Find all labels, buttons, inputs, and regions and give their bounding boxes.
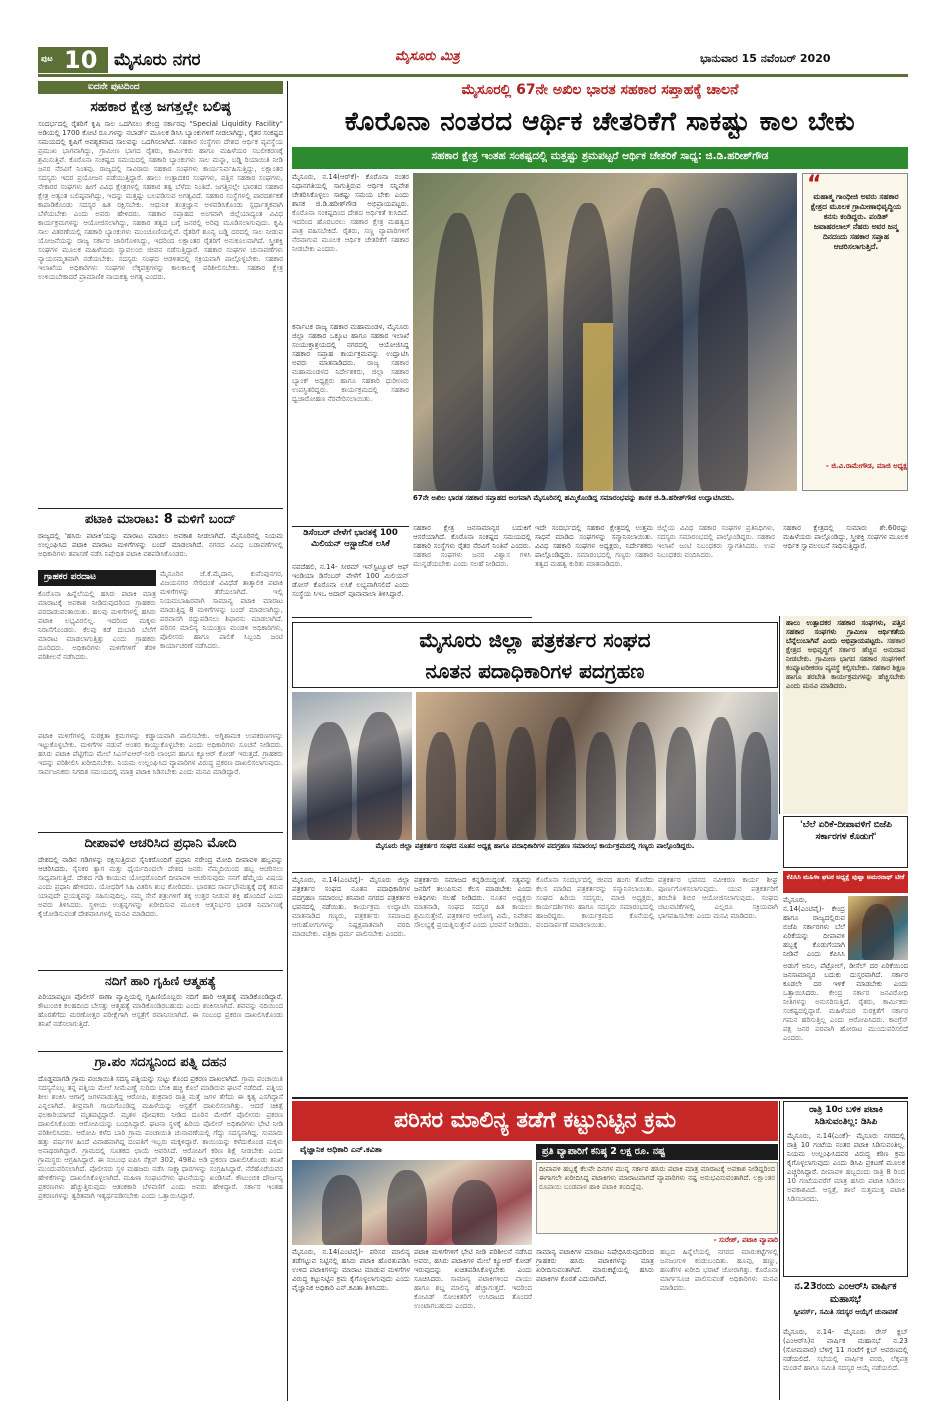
lead-photo xyxy=(413,173,797,491)
right-mid-body2: ಹಾಲು ಉತ್ಪಾದಕರ ಸಹಕಾರ ಸಂಘಗಳು, ಪತ್ತಿನ ಸಹಕಾರ ಸಂಘಗಳು ಗ್ರಾಮೀಣ ಆರ್ಥಿಕತೆಯ ಬೆನ್ನೆಲುಬಾಗಿವೆ ಎಂದು ಅಭಿಪ್ರಾಯಪಟ್ಟರು. ಸಹಕಾರ ಕ್ಷೇತ್ರದ ಅಭಿವೃದ್ಧಿಗೆ ಸರ್ಕಾರ ಹೆಚ್ಚಿನ ಅನುದಾನ ನೀಡಬೇಕು. ಗ್ರಾಮೀಣ ಭಾಗದ ಸಹಕಾರ ಸಂಘಗಳಿಗೆ ಕಂಪ್ಯೂಟರೀಕರಣ ವ್ಯವಸ್ಥೆ ಕಲ್ಪಿಸಬೇಕು. ಸಹಕಾರ ಶಿಕ್ಷಣ ಹಾಗೂ ತರಬೇತಿ ಕಾರ್ಯಕ್ರಮಗಳನ್ನು ಹೆಚ್ಚಿಸಬೇಕು ಎಂದು ಮನವಿ ಮಾಡಿದರು. xyxy=(783,616,908,814)
kicker-continued: ಐದನೇ ಪುಟದಿಂದ xyxy=(38,81,283,94)
story5-body: ದೊಡ್ಡಮಾಗಡಿ ಗ್ರಾಮ ಪಂಚಾಯಿತಿ ಸದಸ್ಯ ಪತ್ನಿಯನ್ನು ಸುಟ್ಟು ಕೊಂದ ಪ್ರಕರಣ ದಾಖಲಾಗಿದೆ. ಗ್ರಾಮ ಪಂಚಾಯಿತಿ ಸದಸ್ಯನೊಬ್ಬ ತನ್ನ ಪತ್ನಿಯ ಮೇಲೆ ಸೀಮೆಎಣ್ಣೆ ಸುರಿದು ಬೆಂಕಿ ಹಚ್ಚಿ ಕೊಲೆ ಮಾಡಿರುವ ಘಟನೆ ನಡೆದಿದೆ. ಪತ್ನಿಯ ಶೀಲ ಶಂಕಿಸಿ ಆಗಾಗ್ಗೆ ಜಗಳವಾಡುತ್ತಿದ್ದ ಆರೋಪಿ, ಶುಕ್ರವಾರ ರಾತ್ರಿ ಮತ್ತೆ ಜಗಳ ತೆಗೆದು ಈ ಕೃತ್ಯ ಎಸಗಿದ್ದಾನೆ ಎನ್ನಲಾಗಿದೆ. ತೀವ್ರವಾಗಿ ಗಾಯಗೊಂಡಿದ್ದ ಮಹಿಳೆಯನ್ನು ಆಸ್ಪತ್ರೆಗೆ ದಾಖಲಿಸಲಾಗಿತ್ತು. ಆದರೆ ಚಿಕಿತ್ಸೆ ಫಲಕಾರಿಯಾಗದೆ ಮೃತಪಟ್ಟಿದ್ದಾರೆ. ಮೃತಳ ಪೋಷಕರು ನೀಡಿದ ದೂರಿನ ಮೇರೆಗೆ ಪೊಲೀಸರು ಪ್ರಕರಣ ದಾಖಲಿಸಿಕೊಂಡು ಆರೋಪಿಯನ್ನು ಬಂಧಿಸಿದ್ದಾರೆ. ಘಟನಾ ಸ್ಥಳಕ್ಕೆ ಹಿರಿಯ ಪೊಲೀಸ್ ಅಧಿಕಾರಿಗಳು ಭೇಟಿ ನೀಡಿ ಪರಿಶೀಲಿಸಿದರು. ಆರೋಪಿ ಕಳೆದ ಬಾರಿ ಗ್ರಾಮ ಪಂಚಾಯಿತಿ ಚುನಾವಣೆಯಲ್ಲಿ ಗೆದ್ದು ಸದಸ್ಯನಾಗಿದ್ದ. ಸುಮಾರು ಹತ್ತು ವರ್ಷಗಳ ಹಿಂದೆ ವಿವಾಹವಾಗಿದ್ದ ದಂಪತಿಗೆ ಇಬ್ಬರು ಮಕ್ಕಳಿದ್ದಾರೆ. ತಾಯಿಯನ್ನು ಕಳೆದುಕೊಂಡ ಮಕ್ಕಳು ಅನಾಥರಾಗಿದ್ದಾರೆ. ಗ್ರಾಮದಲ್ಲಿ ಸೂತಕದ ಛಾಯೆ ಆವರಿಸಿದೆ. ಆರೋಪಿಗೆ ಕಠಿಣ ಶಿಕ್ಷೆ ನೀಡಬೇಕು ಎಂದು ಗ್ರಾಮಸ್ಥರು ಆಗ್ರಹಿಸಿದ್ದಾರೆ. ಈ ಸಂಬಂಧ ಐಪಿಸಿ ಸೆಕ್ಷನ್ 302, 498ಎ ಅಡಿ ಪ್ರಕರಣ ದಾಖಲಿಸಿಕೊಂಡು ತನಿಖೆ ಮುಂದುವರಿಸಲಾಗಿದೆ. ಪೊಲೀಸರು ಸ್ಥಳ ಮಹಜರು ನಡೆಸಿ ಸಾಕ್ಷ್ಯಾಧಾರಗಳನ್ನು ಸಂಗ್ರಹಿಸಿದ್ದಾರೆ. ನೆರೆಹೊರೆಯವರ ಹೇಳಿಕೆಗಳನ್ನು ದಾಖಲಿಸಿಕೊಳ್ಳಲಾಗಿದೆ. ಮಹಿಳಾ ಸಂಘಟನೆಗಳು ಘಟನೆಯನ್ನು ಖಂಡಿಸಿವೆ. ಕೌಟುಂಬಿಕ ದೌರ್ಜನ್ಯ ಪ್ರಕರಣಗಳು ಹೆಚ್ಚುತ್ತಿರುವುದು ಆತಂಕಕಾರಿ ಬೆಳವಣಿಗೆ ಎಂದು ಅವರು ಹೇಳಿದ್ದಾರೆ. ಸರ್ಕಾರ ಇಂತಹ ಪ್ರಕರಣಗಳನ್ನು ತ್ವರಿತವಾಗಿ ಇತ್ಯರ್ಥಪಡಿಸಬೇಕು ಎಂದು ಒತ್ತಾಯಿಸಿದ್ದಾರೆ. xyxy=(38,1075,283,1200)
story3-lead: ದೇಶದಲ್ಲಿ ನಾಡಿನ ಗಡಿಗಳನ್ನು ರಕ್ಷಿಸುತ್ತಿರುವ ಸೈನಿಕರೊಂದಿಗೆ ಪ್ರಧಾನಿ ನರೇಂದ್ರ ಮೋದಿ ದೀಪಾವಳಿ ಹಬ್ಬವನ್ನು ಆಚರಿಸಿದರು. xyxy=(38,856,283,873)
photo-person xyxy=(506,727,536,840)
env-photo xyxy=(292,1160,532,1245)
loss-title: ಪ್ರತಿ ವ್ಯಾಪಾರಿಗೆ ಕನಿಷ್ಠ 2 ಲಕ್ಷ ರೂ. ನಷ್ಟ xyxy=(542,1146,666,1157)
price-story xyxy=(783,816,908,1096)
env-label-box xyxy=(292,1144,532,1158)
lead-body-col1b: ಕರ್ನಾಟಕ ರಾಜ್ಯ ಸಹಕಾರ ಮಹಾಮಂಡಳ, ಮೈಸೂರು ಜಿಲ್ಲಾ ಸಹಕಾರ ಒಕ್ಕೂಟ ಹಾಗೂ ಸಹಕಾರ ಇಲಾಖೆ ಸಂಯುಕ್ತಾಶ್ರಯದಲ್ಲಿ ನಗರದಲ್ಲಿ ಆಯೋಜಿಸಿದ್ದ ಸಹಕಾರ ಸಪ್ತಾಹ ಕಾರ್ಯಕ್ರಮವನ್ನು ಉದ್ಘಾಟಿಸಿ ಅವರು ಮಾತನಾಡಿದರು. ರಾಜ್ಯ ಸಹಕಾರ ಮಹಾಮಂಡಳದ ನಿರ್ದೇಶಕರು, ಜಿಲ್ಲಾ ಸಹಕಾರ ಬ್ಯಾಂಕ್ ಅಧ್ಯಕ್ಷರು ಹಾಗೂ ಸಹಕಾರಿ ಧುರೀಣರು ಉಪಸ್ಥಿತರಿದ್ದರು. ಕಾರ್ಯಕ್ರಮದಲ್ಲಿ ಸಹಕಾರ ಧ್ವಜಾರೋಹಣ ನೆರವೇರಿಸಲಾಯಿತು. xyxy=(292,323,409,403)
lead-photo-caption: 67ನೇ ಅಖಿಲ ಭಾರತ ಸಹಕಾರ ಸಪ್ತಾಹದ ಅಂಗವಾಗಿ ಮೈಸೂರಿನಲ್ಲಿ ಹಮ್ಮಿಕೊಂಡಿದ್ದ ಸಮಾರಂಭವನ್ನು ಶಾಸಕ ಜಿ.ಡಿ.ಹರೀಶ್‌ಗೌಡ ಉದ್ಘಾಟಿಸಿದರು. xyxy=(413,494,735,502)
night-body-wrap: ಮೈಸೂರು, ನ.14(ಎಂಕೆ)- ಮೈಸೂರು ನಗರದಲ್ಲಿ ರಾತ್ರಿ 10 ಗಂಟೆಯ ನಂತರ ಪಟಾಕಿ ಸಿಡಿಸುವಂತಿಲ್ಲ. ನಿಯಮ ಉಲ್ಲಂಘಿಸಿದವರ ವಿರುದ್ಧ ಕಠಿಣ ಕ್ರಮ ಕೈಗೊಳ್ಳಲಾಗುವುದು ಎಂದು ಡಿಸಿಪಿ ಪ್ರಕಟಣೆ ಮೂಲಕ ಎಚ್ಚರಿಸಿದ್ದಾರೆ. ದೀಪಾವಳಿ ಹಬ್ಬದಂದು ರಾತ್ರಿ 8 ರಿಂದ 10 ಗಂಟೆಯವರೆಗೆ ಮಾತ್ರ ಹಸಿರು ಪಟಾಕಿ ಸಿಡಿಸಲು ಅವಕಾಶವಿದೆ. ಆಸ್ಪತ್ರೆ, ಶಾಲೆ ಸುತ್ತಮುತ್ತ ಪಟಾಕಿ ಸಿಡಿಸಬಾರದು. xyxy=(787,1132,905,1203)
story1-title: ಸಹಕಾರ ಕ್ಷೇತ್ರ ಜಗತ್ತಲ್ಲೇ ಬಲಿಷ್ಠ xyxy=(90,99,231,115)
night-box xyxy=(783,1101,908,1277)
loss-body: ದೀಪಾವಳಿ ಹಬ್ಬಕ್ಕೆ ಕೆಲವೇ ದಿನಗಳ ಮುನ್ನ ಸರ್ಕಾರ ಹಸಿರು ಪಟಾಕಿ ಮಾತ್ರ ಮಾರಾಟಕ್ಕೆ ಅವಕಾಶ ನೀಡಿದ್ದರಿಂದ ಈಗಾಗಲೇ ಖರೀದಿಸಿದ್ದ ಪಟಾಕಿಗಳು ಮಾರಾಟವಾಗದೆ ವ್ಯಾಪಾರಿಗಳು ನಷ್ಟ ಅನುಭವಿಸುವಂತಾಗಿದೆ. xyxy=(539,1165,775,1182)
photo-person xyxy=(586,732,616,840)
page-label: ಪುಟ xyxy=(41,54,53,63)
story3-body: ದೇಶದಲ್ಲಿ ನಾಡಿನ ಗಡಿಗಳನ್ನು ರಕ್ಷಿಸುತ್ತಿರುವ ಸೈನಿಕರೊಂದಿಗೆ ಪ್ರಧಾನಿ ನರೇಂದ್ರ ಮೋದಿ ದೀಪಾವಳಿ ಹಬ್ಬವನ್ನು ಆಚರಿಸಿದರು. ಸೈನಿಕರ ತ್ಯಾಗ ಮತ್ತು ಧೈರ್ಯದಿಂದಲೇ ದೇಶದ ಜನರು ನೆಮ್ಮದಿಯಿಂದ ಹಬ್ಬ ಆಚರಿಸಲು ಸಾಧ್ಯವಾಗುತ್ತಿದೆ. ದೇಶದ ಗಡಿ ಕಾಯುವ ಯೋಧರೊಂದಿಗೆ ದೀಪಾವಳಿ ಆಚರಿಸುವುದು ನನಗೆ ಹೆಮ್ಮೆಯ ವಿಷಯ ಎಂದು ಪ್ರಧಾನಿ ಹೇಳಿದರು. ಯೋಧರಿಗೆ ಸಿಹಿ ವಿತರಿಸಿ ಶುಭ ಕೋರಿದರು. ಭಾರತದ ಸಾರ್ವಭೌಮತ್ವಕ್ಕೆ ಧಕ್ಕೆ ತರುವ ಯಾವುದೇ ಪ್ರಯತ್ನವನ್ನು ಸಹಿಸುವುದಿಲ್ಲ. ನಮ್ಮ ಸೇನೆ ಶತ್ರುಗಳಿಗೆ ತಕ್ಕ ಉತ್ತರ ನೀಡುವ ಶಕ್ತಿ ಹೊಂದಿದೆ ಎಂದು ಅವರು ತಿಳಿಸಿದರು. ಸ್ಥಳೀಯ ಉತ್ಪನ್ನಗಳನ್ನು ಖರೀದಿಸುವ ಮೂಲಕ ಆತ್ಮನಿರ್ಭರ ಭಾರತ ನಿರ್ಮಾಣಕ್ಕೆ ಕೈಜೋಡಿಸುವಂತೆ ದೇಶವಾಸಿಗಳಲ್ಲಿ ಮನವಿ ಮಾಡಿದರು. xyxy=(38,856,283,918)
photo-person xyxy=(493,193,548,491)
photo-person xyxy=(387,1170,427,1245)
photo-person xyxy=(666,727,696,840)
night-title: ರಾತ್ರಿ 10ರ ಬಳಿಕ ಪಟಾಕಿ ಸಿಡಿಸುವಂತಿಲ್ಲ: ಡಿಸಿಪಿ xyxy=(809,1105,883,1127)
loss-below-col2: ಹಬ್ಬದ ಹಿನ್ನೆಲೆಯಲ್ಲಿ ನಗರದ ಮಾರುಕಟ್ಟೆಗಳಲ್ಲಿ ಜನಜಂಗುಳಿ ಕಂಡುಬಂದಿತು. ಹೂವು, ಹಣ್ಣು, ಹಣತೆಗಳ ಖರೀದಿ ಭರಾಟೆ ಜೋರಾಗಿತ್ತು. ಕೊರೊನಾ ಮಾರ್ಗಸೂಚಿ ಪಾಲಿಸುವಂತೆ ಅಧಿಕಾರಿಗಳು ಮನವಿ ಮಾಡಿದರು. xyxy=(660,1248,778,1292)
photo-person xyxy=(357,712,402,840)
loss-attribution: - ಸುರೇಶ್, ಪಟಾಕಿ ವ್ಯಾಪಾರಿ xyxy=(713,1236,778,1244)
vaccine-body-printed xyxy=(292,563,409,615)
press-photo-caption: ಮೈಸೂರು ಜಿಲ್ಲಾ ಪತ್ರಕರ್ತರ ಸಂಘದ ನೂತನ ಅಧ್ಯಕ್ಷ ಹಾಗೂ ಪದಾಧಿಕಾರಿಗಳ ಪದಗ್ರಹಣ ಸಮಾರಂಭ ಕಾರ್ಯಕ್ರಮದಲ್ಲಿ ಗಣ್ಯರು ಪಾಲ್ಗೊಂಡಿದ್ದರು. xyxy=(375,842,695,850)
press-headline-box xyxy=(292,622,778,688)
photo-person xyxy=(307,722,352,840)
env-body-col1 xyxy=(292,1248,410,1400)
press-photo-left xyxy=(292,692,412,840)
loss-below-col1 xyxy=(536,1248,654,1400)
agm-body-wrap: ಮೈಸೂರು, ನ.14- ಮೈಸೂರು ರೇಸ್ ಕ್ಲಬ್ (ಎಂಆರ್‌ಸಿ)ನ ವಾರ್ಷಿಕ ಮಹಾಸಭೆ ನ.23 (ಸೋಮವಾರ) ಬೆಳಿಗ್ಗೆ 11 ಗಂಟೆಗೆ ಕ್ಲಬ್ ಆವರಣದಲ್ಲಿ ನಡೆಯಲಿದೆ. ಸಭೆಯಲ್ಲಿ ವಾರ್ಷಿಕ ವರದಿ, ಲೆಕ್ಕಪತ್ರ ಮಂಡನೆ ಹಾಗೂ ಸಮಿತಿ ಸದಸ್ಯರ ಆಯ್ಕೆ ನಡೆಯಲಿದೆ. xyxy=(783,1328,908,1372)
story4-lead: ಪಿರಿಯಾಪಟ್ಟಣ ಪೊಲೀಸ್ ಠಾಣಾ ವ್ಯಾಪ್ತಿಯಲ್ಲಿ ಗೃಹಿಣಿಯೊಬ್ಬರು ನದಿಗೆ ಹಾರಿ ಆತ್ಮಹತ್ಯೆ ಮಾಡಿಕೊಂಡಿದ್ದಾರೆ. xyxy=(38,993,283,1001)
env-top-rule xyxy=(292,1097,908,1099)
masthead: ಮೈಸೂರು ಮಿತ್ರ xyxy=(395,49,460,64)
right-mid-text2: ಹಾಲು ಉತ್ಪಾದಕರ ಸಹಕಾರ ಸಂಘಗಳು, ಪತ್ತಿನ ಸಹಕಾರ ಸಂಘಗಳು ಗ್ರಾಮೀಣ ಆರ್ಥಿಕತೆಯ ಬೆನ್ನೆಲುಬಾಗಿವೆ ಎಂದು ಅಭಿಪ್ರಾಯಪಟ್ಟರು. xyxy=(786,619,905,645)
vaccine-headline-printed: ಡಿಸೆಂಬರ್ ವೇಳೆಗೆ ಭಾರತಕ್ಕೆ 100 ಮಿಲಿಯನ್ ಆಸ್ಟ್ರಾಜೆನಿಕ ಲಸಿಕೆ xyxy=(303,528,398,549)
lead-col3-text: ಸಹಕಾರ ಕ್ಷೇತ್ರ ಜನಸಾಮಾನ್ಯರ ಬದುಕಿಗೆ ಆಸರೆಯಾಗಿದೆ. ಕೊರೊನಾ ಸಂಕಷ್ಟದ ಸಮಯದಲ್ಲಿ ಸಹಕಾರಿ ಸಂಸ್ಥೆಗಳು ರೈತರ ನೆರವಿಗೆ ನಿಂತಿವೆ ಎಂದರು. xyxy=(413,524,531,550)
photo-person xyxy=(452,1180,497,1245)
story3-title: ದೀಪಾವಳಿ ಆಚರಿಸಿದ ಪ್ರಧಾನಿ ಮೋದಿ xyxy=(84,836,237,851)
lead-subhead: ಸಹಕಾರ ಕ್ಷೇತ್ರ ಇಂತಹ ಸಂಕಷ್ಟದಲ್ಲಿ ಮತ್ತಷ್ಟು ಶ್ರಮಪಟ್ಟರೆ ಆರ್ಥಿಕ ಚೇತರಿಕೆ ಸಾಧ್ಯ: ಜಿ.ಡಿ.ಹರೀಶ್‌ಗೌಡ xyxy=(431,150,769,162)
story5-title: ಗ್ರಾ.ಪಂ ಸದಸ್ಯನಿಂದ ಪತ್ನಿ ದಹನ xyxy=(94,1055,227,1070)
story2-lead: ರಾಜ್ಯದಲ್ಲಿ 'ಹಸಿರು ಪಟಾಕಿ'ಯನ್ನು ಮಾರಾಟ ಮಾಡಲು ಅವಕಾಶ ನೀಡಲಾಗಿದೆ. ಮೈಸೂರಿನಲ್ಲಿ ನಿಯಮ ಉಲ್ಲಂಘಿಸಿದ ಪಟಾಕಿ ಮಾರಾಟ ಮಳಿಗೆಗಳನ್ನು ಬಂದ್ ಮಾಡಲಾಗಿದೆ. xyxy=(38,532,283,549)
story5-lead: ದೊಡ್ಡಮಾಗಡಿ ಗ್ರಾಮ ಪಂಚಾಯಿತಿ ಸದಸ್ಯ ಪತ್ನಿಯನ್ನು ಸುಟ್ಟು ಕೊಂದ ಪ್ರಕರಣ ದಾಖಲಾಗಿದೆ. xyxy=(38,1075,240,1083)
story1-lead: ಸಂದರ್ಭದಲ್ಲಿ ರೈತರಿಗೆ ಕೃಷಿ ಸಾಲ ಒದಗಿಸಲು ಕೇಂದ್ರ ಸರ್ಕಾರವು "Special Liquidity Facility" ಅಡಿಯಲ್ಲಿ 1700 ಕೋಟಿ ರೂ.ಗಳನ್ನು ನಬಾರ್ಡ್ ಮೂಲಕ ಡಿಸಿಸಿ ಬ್ಯಾಂಕುಗಳಿಗೆ ನೀಡಲಾಗಿದ್ದು, ರೈತರ ಸಂಕಷ್ಟದ ಸಮಯದಲ್ಲಿ ಕೃಷಿಗೆ ಅವಶ್ಯಕವಾದ ಸಾಲವನ್ನು ಒದಗಿಸಲಾಗಿದೆ. xyxy=(38,120,283,146)
price-body: ಮೈಸೂರು, ನ.14(ಎಂಟಿವೈ)- ಕೇಂದ್ರ ಹಾಗೂ ರಾಜ್ಯದಲ್ಲಿರುವ ಬಿಜೆಪಿ ಸರ್ಕಾರಗಳು ಬೆಲೆ ಏರಿಕೆಯನ್ನು ದೀಪಾವಳಿ ಹಬ್ಬಕ್ಕೆ ಕೊಡುಗೆಯಾಗಿ ನೀಡಿವೆ ಎಂದು ಕೆಪಿಸಿಸಿ xyxy=(783,896,845,958)
press-photo-right xyxy=(416,692,778,840)
price-subhead: ಕೆಪಿಸಿಸಿ ಮಹಿಳಾ ಘಟಕ ಅಧ್ಯಕ್ಷೆ ಪುಷ್ಪಾ ಅಮರನಾಥ್ ಟೀಕೆ xyxy=(786,873,905,881)
lead-body: ಮೈಸೂರು, ನ.14(ಆರ್‌ಕೆ)- ಕೊರೊನಾ ನಂತರ ನಿಧಾನಗತಿಯಲ್ಲಿ ಸಾಗುತ್ತಿರುವ ಆರ್ಥಿಕ ಸನ್ನಿವೇಶ ಚೇತರಿಸಿಕೊಳ್ಳಲು ಸಾಕಷ್ಟು ಸಮಯ ಬೇಕು ಎಂದು ಶಾಸಕ ಜಿ.ಡಿ.ಹರೀಶ್‌ಗೌಡ ಅಭಿಪ್ರಾಯಪಟ್ಟರು. xyxy=(292,173,409,208)
photo-person xyxy=(628,188,683,491)
right-mid-divider xyxy=(779,616,780,814)
photo-person xyxy=(626,722,656,840)
lead-col4-text: ಇದೇ ಸಂದರ್ಭದಲ್ಲಿ ಸಹಕಾರ ಕ್ಷೇತ್ರದಲ್ಲಿ ಉತ್ತಮ ಸಾಧನೆ ಮಾಡಿದ ಸಂಘಗಳನ್ನು ಸನ್ಮಾನಿಸಲಾಯಿತು. ವಿವಿಧ ಸಹಕಾರಿ ಸಂಘಗಳ ಅಧ್ಯಕ್ಷರು, ನಿರ್ದೇಶಕರು ಪಾಲ್ಗೊಂಡಿದ್ದರು. xyxy=(535,524,653,559)
loss-box xyxy=(536,1144,778,1400)
photo-person xyxy=(706,717,736,840)
press-body-col2: ಪತ್ರಕರ್ತರು ಸಮಾಜದ ಕನ್ನಡಿಯಿದ್ದಂತೆ. ಸತ್ಯವನ್ನು ಜನರಿಗೆ ತಲುಪಿಸುವ ಕೆಲಸ ಮಾಡಬೇಕು ಎಂದು ಅತಿಥಿಗಳು ಸಲಹೆ ನೀಡಿದರು. ನೂತನ ಅಧ್ಯಕ್ಷರು ಮಾತನಾಡಿ, ಸಂಘದ ಸದಸ್ಯರ ಹಿತ ಕಾಯಲು ಶ್ರಮಿಸುತ್ತೇನೆ. ಪತ್ರಕರ್ತರ ಆರೋಗ್ಯ ವಿಮೆ, ನಿವೇಶನ ಸೌಲಭ್ಯಕ್ಕೆ ಪ್ರಯತ್ನಿಸುತ್ತೇನೆ ಎಂದು ಭರವಸೆ ನೀಡಿದರು. xyxy=(414,876,532,929)
press-body2: ಪತ್ರಕರ್ತರು ಸಮಾಜದ ಕನ್ನಡಿಯಿದ್ದಂತೆ. ಸತ್ಯವನ್ನು ಜನರಿಗೆ ತಲುಪಿಸುವ ಕೆಲಸ ಮಾಡಬೇಕು ಎಂದು ಅತಿಥಿಗಳು ಸಲಹೆ ನೀಡಿದರು. xyxy=(414,876,532,902)
right-mid-text: ಸಹಕಾರ ಕ್ಷೇತ್ರದಲ್ಲಿ ಸುಮಾರು ಶೇ.60ರಷ್ಟು ಮಹಿಳೆಯರು ಪಾಲ್ಗೊಂಡಿದ್ದು, ಸ್ತ್ರೀಶಕ್ತಿ ಸಂಘಗಳ ಮೂಲಕ ಆರ್ಥಿಕ ಸ್ವಾವಲಂಬನೆ ಸಾಧಿಸುತ್ತಿದ್ದಾರೆ. xyxy=(783,524,908,550)
lead-col5: ಜಿಲ್ಲೆಯ ವಿವಿಧ ಸಹಕಾರ ಸಂಘಗಳ ಪ್ರತಿನಿಧಿಗಳು, ಸದಸ್ಯರು ಸಮಾರಂಭದಲ್ಲಿ ಪಾಲ್ಗೊಂಡಿದ್ದರು. ಸಹಕಾರ ಇಲಾಖೆ ಜಂಟಿ ನಿಬಂಧಕರು ಸ್ವಾಗತಿಸಿದರು. ಉಪ ನಿಬಂಧಕರು ವಂದಿಸಿದರು. xyxy=(657,524,775,559)
press-body-col4: ಪತ್ರಕರ್ತರ ಭವನದ ನವೀಕರಣ ಕಾರ್ಯ ಶೀಘ್ರ ಪೂರ್ಣಗೊಳಿಸಲಾಗುವುದು. ಯುವ ಪತ್ರಕರ್ತರಿಗೆ ತರಬೇತಿ ಶಿಬಿರ ಆಯೋಜಿಸಲಾಗುವುದು. ಸಂಘದ ಚಟುವಟಿಕೆಗಳಲ್ಲಿ ಎಲ್ಲರೂ ಸಕ್ರಿಯವಾಗಿ ಭಾಗವಹಿಸಬೇಕು ಎಂದು ಮನವಿ ಮಾಡಿದರು. xyxy=(658,876,778,920)
story2-title: ಪಟಾಕಿ ಮಾರಾಟ: 8 ಮಳಿಗೆ ಬಂದ್ xyxy=(85,512,236,527)
agm-subhead: ಸ್ವೀಪರ್ಸ್, ಸಮಿತಿ ಸದಸ್ಯರ ಆಯ್ಕೆಗೆ ಚುನಾವಣೆ xyxy=(793,1308,898,1316)
left-divider-3 xyxy=(38,970,283,971)
price-body2-wrap: ಅಡುಗೆ ಅನಿಲ, ಪೆಟ್ರೋಲ್, ಡೀಸೆಲ್ ದರ ಏರಿಕೆಯಿಂದ ಜನಸಾಮಾನ್ಯರ ಬದುಕು ದುಸ್ತರವಾಗಿದೆ. ಸರ್ಕಾರ ಕೂಡಲೇ ದರ ಇಳಿಕೆ ಮಾಡಬೇಕು ಎಂದು ಒತ್ತಾಯಿಸಿದರು. ಕೇಂದ್ರ ಸರ್ಕಾರ ಜನವಿರೋಧಿ ನೀತಿಗಳನ್ನು ಅನುಸರಿಸುತ್ತಿದೆ. ರೈತರು, ಕಾರ್ಮಿಕರು ಸಂಕಷ್ಟದಲ್ಲಿದ್ದಾರೆ. ಮಹಿಳೆಯರ ಸುರಕ್ಷತೆಗೆ ಸರ್ಕಾರ ಗಮನ ಹರಿಸುತ್ತಿಲ್ಲ ಎಂದು ಆರೋಪಿಸಿದರು. ಕಾಂಗ್ರೆಸ್ ಪಕ್ಷ ಜನರ ಪರವಾಗಿ ಹೋರಾಟ ಮುಂದುವರಿಸಲಿದೆ ಎಂದರು. xyxy=(783,962,908,1042)
story4-body: ಪಿರಿಯಾಪಟ್ಟಣ ಪೊಲೀಸ್ ಠಾಣಾ ವ್ಯಾಪ್ತಿಯಲ್ಲಿ ಗೃಹಿಣಿಯೊಬ್ಬರು ನದಿಗೆ ಹಾರಿ ಆತ್ಮಹತ್ಯೆ ಮಾಡಿಕೊಂಡಿದ್ದಾರೆ. ಕೌಟುಂಬಿಕ ಕಲಹದಿಂದ ಬೇಸತ್ತು ಆತ್ಮಹತ್ಯೆ ಮಾಡಿಕೊಂಡಿರಬಹುದು ಎಂದು ಶಂಕಿಸಲಾಗಿದೆ. ಶವವನ್ನು ನದಿಯಿಂದ ಹೊರತೆಗೆದು ಮರಣೋತ್ತರ ಪರೀಕ್ಷೆಗಾಗಿ ಆಸ್ಪತ್ರೆಗೆ ರವಾನಿಸಲಾಗಿದೆ. ಈ ಸಂಬಂಧ ಪ್ರಕರಣ ದಾಖಲಿಸಿಕೊಂಡು ತನಿಖೆ ನಡೆಸಲಾಗುತ್ತಿದೆ. xyxy=(38,993,283,1028)
loss-title-bar xyxy=(536,1144,778,1160)
story1-body: ಸಂದರ್ಭದಲ್ಲಿ ರೈತರಿಗೆ ಕೃಷಿ ಸಾಲ ಒದಗಿಸಲು ಕೇಂದ್ರ ಸರ್ಕಾರವು "Special Liquidity Facility" ಅಡಿಯಲ್ಲಿ 1700 ಕೋಟಿ ರೂ.ಗಳನ್ನು ನಬಾರ್ಡ್ ಮೂಲಕ ಡಿಸಿಸಿ ಬ್ಯಾಂಕುಗಳಿಗೆ ನೀಡಲಾಗಿದ್ದು, ರೈತರ ಸಂಕಷ್ಟದ ಸಮಯದಲ್ಲಿ ಕೃಷಿಗೆ ಅವಶ್ಯಕವಾದ ಸಾಲವನ್ನು ಒದಗಿಸಲಾಗಿದೆ. ಸಹಕಾರ ಸಂಸ್ಥೆಗಳು ದೇಶದ ಆರ್ಥಿಕ ವ್ಯವಸ್ಥೆಯ ಪ್ರಮುಖ ಭಾಗವಾಗಿದ್ದು, ಗ್ರಾಮೀಣ ಭಾಗದ ರೈತರು, ಕಾರ್ಮಿಕರು ಹಾಗೂ ಮಹಿಳೆಯರ ಸಬಲೀಕರಣಕ್ಕೆ ಶ್ರಮಿಸುತ್ತಿವೆ. ಕೊರೊನಾ ಸಂಕಷ್ಟದ ಸಮಯದಲ್ಲಿ ಸಹಕಾರಿ ಬ್ಯಾಂಕುಗಳು ಸಾಲ ಮನ್ನಾ, ಬಡ್ಡಿ ರಿಯಾಯಿತಿ ನೀಡಿ ಜನರ ನೆರವಿಗೆ ನಿಂತವು. ರಾಜ್ಯದಲ್ಲಿ ಸಾವಿರಾರು ಸಹಕಾರ ಸಂಘಗಳು ಕಾರ್ಯನಿರ್ವಹಿಸುತ್ತಿದ್ದು, ಲಕ್ಷಾಂತರ ಸದಸ್ಯರು ಇದರ ಪ್ರಯೋಜನ ಪಡೆಯುತ್ತಿದ್ದಾರೆ. ಹಾಲು ಉತ್ಪಾದಕರ ಸಂಘಗಳು, ಪತ್ತಿನ ಸಹಕಾರ ಸಂಘಗಳು, ನೇಕಾರರ ಸಂಘಗಳು ಹೀಗೆ ವಿವಿಧ ಕ್ಷೇತ್ರಗಳಲ್ಲಿ ಸಹಕಾರ ತತ್ವ ಬೆಳೆದು ನಿಂತಿದೆ. ಜಗತ್ತಿನಲ್ಲೇ ಭಾರತದ ಸಹಕಾರ ಕ್ಷೇತ್ರ ಅತ್ಯಂತ ಬಲಿಷ್ಠವಾಗಿದ್ದು, ಇದನ್ನು ಮತ್ತಷ್ಟು ಬಲಪಡಿಸುವ ಅಗತ್ಯವಿದೆ. ಸಹಕಾರ ಸಂಸ್ಥೆಗಳಲ್ಲಿ ಪಾರದರ್ಶಕತೆ ಕಾಪಾಡಿಕೊಂಡು ಸದಸ್ಯರ ಹಿತ ರಕ್ಷಿಸಬೇಕು. ಆಧುನಿಕ ತಂತ್ರಜ್ಞಾನ ಅಳವಡಿಸಿಕೊಂಡು ಸ್ಪರ್ಧಾತ್ಮಕವಾಗಿ ಬೆಳೆಯಬೇಕು ಎಂದು ಅವರು ಹೇಳಿದರು. ಸಹಕಾರ ಸಪ್ತಾಹದ ಅಂಗವಾಗಿ ಜಿಲ್ಲೆಯಾದ್ಯಂತ ವಿವಿಧ ಕಾರ್ಯಕ್ರಮಗಳನ್ನು ಆಯೋಜಿಸಲಾಗಿದ್ದು, ಸಹಕಾರ ತತ್ವದ ಬಗ್ಗೆ ಜನರಲ್ಲಿ ಅರಿವು ಮೂಡಿಸಲಾಗುವುದು. ಕೃಷಿ ಸಾಲ ವಿತರಣೆಯಲ್ಲಿ ಸಹಕಾರಿ ಬ್ಯಾಂಕುಗಳು ಮುಂಚೂಣಿಯಲ್ಲಿವೆ. ರೈತರಿಗೆ ಶೂನ್ಯ ಬಡ್ಡಿ ದರದಲ್ಲಿ ಸಾಲ ನೀಡುವ ಯೋಜನೆಯನ್ನು ರಾಜ್ಯ ಸರ್ಕಾರ ಜಾರಿಗೊಳಿಸಿದ್ದು, ಇದರಿಂದ ಲಕ್ಷಾಂತರ ರೈತರಿಗೆ ಅನುಕೂಲವಾಗಿದೆ. ಸ್ತ್ರೀಶಕ್ತಿ ಸಂಘಗಳ ಮೂಲಕ ಮಹಿಳೆಯರು ಸ್ವಾವಲಂಬಿ ಜೀವನ ನಡೆಸುತ್ತಿದ್ದಾರೆ. ಸಹಕಾರ ಸಂಘಗಳ ಚುನಾವಣೆಗಳು ನ್ಯಾಯಸಮ್ಮತವಾಗಿ ನಡೆಯಬೇಕು. ಸದಸ್ಯರು ಸಂಘದ ಆಡಳಿತದಲ್ಲಿ ಸಕ್ರಿಯವಾಗಿ ಪಾಲ್ಗೊಳ್ಳಬೇಕು. ಸಹಕಾರ ಇಲಾಖೆಯ ಅಧಿಕಾರಿಗಳು ಸಂಘಗಳ ಲೆಕ್ಕಪತ್ರಗಳನ್ನು ಕಾಲಕಾಲಕ್ಕೆ ಪರಿಶೀಲಿಸಬೇಕು. ಸಹಕಾರ ಕ್ಷೇತ್ರ ಉಳಿಯಬೇಕಾದರೆ ಪ್ರಾಮಾಣಿಕ ನಾಯಕತ್ವ ಅಗತ್ಯ ಎಂದರು. xyxy=(38,120,283,281)
photo-person xyxy=(741,732,771,840)
vaccine-printed-block xyxy=(292,526,409,614)
press-headline-line1: ಮೈಸೂರು ಜಿಲ್ಲಾ ಪತ್ರಕರ್ತರ ಸಂಘದ xyxy=(419,628,651,652)
photo-person xyxy=(698,208,748,491)
photo-person xyxy=(433,213,483,491)
press-headline-line2: ನೂತನ ಪದಾಧಿಕಾರಿಗಳ ಪದಗ್ರಹಣ xyxy=(425,659,645,683)
lead-col4: ಇದೇ ಸಂದರ್ಭದಲ್ಲಿ ಸಹಕಾರ ಕ್ಷೇತ್ರದಲ್ಲಿ ಉತ್ತಮ ಸಾಧನೆ ಮಾಡಿದ ಸಂಘಗಳನ್ನು ಸನ್ಮಾನಿಸಲಾಯಿತು. ವಿವಿಧ ಸಹಕಾರಿ ಸಂಘಗಳ ಅಧ್ಯಕ್ಷರು, ನಿರ್ದೇಶಕರು ಪಾಲ್ಗೊಂಡಿದ್ದರು. ಸಮಾರಂಭದಲ್ಲಿ ಗಣ್ಯರು ಸಹಕಾರ ತತ್ವದ ಮಹತ್ವ ಕುರಿತು ಮಾತನಾಡಿದರು. xyxy=(535,524,653,568)
photo-person xyxy=(862,904,894,960)
vaccine-top-rule xyxy=(292,617,532,618)
lead-col3: ಸಹಕಾರ ಕ್ಷೇತ್ರ ಜನಸಾಮಾನ್ಯರ ಬದುಕಿಗೆ ಆಸರೆಯಾಗಿದೆ. ಕೊರೊನಾ ಸಂಕಷ್ಟದ ಸಮಯದಲ್ಲಿ ಸಹಕಾರಿ ಸಂಸ್ಥೆಗಳು ರೈತರ ನೆರವಿಗೆ ನಿಂತಿವೆ ಎಂದರು. ಸಹಕಾರ ಸಂಘಗಳು ಜನರ ವಿಶ್ವಾಸ ಗಳಿಸಿ ಮುನ್ನಡೆಯಬೇಕು ಎಂದು ಸಲಹೆ ನೀಡಿದರು. xyxy=(413,524,531,568)
story4-title: ನದಿಗೆ ಹಾರಿ ಗೃಹಿಣಿ ಆತ್ಮಹತ್ಯೆ xyxy=(105,974,216,988)
lead-kicker: ಮೈಸೂರಲ್ಲಿ 67ನೇ ಅಖಿಲ ಭಾರತ ಸಹಕಾರ ಸಪ್ತಾಹಕ್ಕೆ ಚಾಲನೆ xyxy=(461,82,739,98)
left-divider-2 xyxy=(38,832,283,833)
header-rule xyxy=(38,74,908,77)
quote-text-wrap xyxy=(807,192,905,442)
lead-body-col1: ಮೈಸೂರು, ನ.14(ಆರ್‌ಕೆ)- ಕೊರೊನಾ ನಂತರ ನಿಧಾನಗತಿಯಲ್ಲಿ ಸಾಗುತ್ತಿರುವ ಆರ್ಥಿಕ ಸನ್ನಿವೇಶ ಚೇತರಿಸಿಕೊಳ್ಳಲು ಸಾಕಷ್ಟು ಸಮಯ ಬೇಕು ಎಂದು ಶಾಸಕ ಜಿ.ಡಿ.ಹರೀಶ್‌ಗೌಡ ಅಭಿಪ್ರಾಯಪಟ್ಟರು. ಕೊರೊನಾ ಸಂಕಷ್ಟದಿಂದ ದೇಶದ ಆರ್ಥಿಕತೆ ಕುಸಿದಿದೆ. ಇದರಿಂದ ಹೊರಬರಲು ಸಹಕಾರ ಕ್ಷೇತ್ರ ಮಹತ್ವದ ಪಾತ್ರ ವಹಿಸಬೇಕಿದೆ. ರೈತರು, ಸಣ್ಣ ವ್ಯಾಪಾರಿಗಳಿಗೆ ನೆರವಾಗುವ ಮೂಲಕ ಆರ್ಥಿಕ ಚೇತರಿಕೆಗೆ ಸಹಕಾರ ನೀಡಬೇಕು ಎಂದರು. xyxy=(292,173,409,253)
agm-title: ನ.23ರಂದು ಎಂಆರ್‌ಸಿ ವಾರ್ಷಿಕ ಮಹಾಸಭೆ xyxy=(794,1281,897,1305)
env-body-col2: ಪಟಾಕಿ ಮಳಿಗೆಗಳಿಗೆ ಭೇಟಿ ನೀಡಿ ಪರಿಶೀಲನೆ ನಡೆಸಿದ ಅವರು, ಹಸಿರು ಪಟಾಕಿಗಳ ಮೇಲೆ ಕ್ಯೂಆರ್ ಕೋಡ್ ಇರುವುದನ್ನು ಖಚಿತಪಡಿಸಿಕೊಳ್ಳಬೇಕು ಎಂದು ಸೂಚಿಸಿದರು. ಸಾಮಾನ್ಯ ಪಟಾಕಿಗಳಿಂದ ವಾಯು ಹಾಗೂ ಶಬ್ದ ಮಾಲಿನ್ಯ ಹೆಚ್ಚಾಗುತ್ತದೆ. ಇದರಿಂದ ಕೋವಿಡ್ ಸೋಂಕಿತರಿಗೆ ಉಸಿರಾಟದ ತೊಂದರೆ ಉಂಟಾಗಬಹುದು ಎಂದರು. xyxy=(414,1248,532,1310)
story2-body-top: ರಾಜ್ಯದಲ್ಲಿ 'ಹಸಿರು ಪಟಾಕಿ'ಯನ್ನು ಮಾರಾಟ ಮಾಡಲು ಅವಕಾಶ ನೀಡಲಾಗಿದೆ. ಮೈಸೂರಿನಲ್ಲಿ ನಿಯಮ ಉಲ್ಲಂಘಿಸಿದ ಪಟಾಕಿ ಮಾರಾಟ ಮಳಿಗೆಗಳನ್ನು ಬಂದ್ ಮಾಡಲಾಗಿದೆ. ನಗರದ ವಿವಿಧ ಬಡಾವಣೆಗಳಲ್ಲಿ ಅಧಿಕಾರಿಗಳು ತಪಾಸಣೆ ನಡೆಸಿ ನಿಷೇಧಿತ ಪಟಾಕಿ ವಶಪಡಿಸಿಕೊಂಡರು. xyxy=(38,532,283,558)
quote-mark-icon: “ xyxy=(807,172,822,197)
lead-body2: ಕರ್ನಾಟಕ ರಾಜ್ಯ ಸಹಕಾರ ಮಹಾಮಂಡಳ, ಮೈಸೂರು ಜಿಲ್ಲಾ ಸಹಕಾರ ಒಕ್ಕೂಟ ಹಾಗೂ ಸಹಕಾರ ಇಲಾಖೆ ಸಂಯುಕ್ತಾಶ್ರಯದಲ್ಲಿ ನಗರದಲ್ಲಿ ಆಯೋಜಿಸಿದ್ದ ಸಹಕಾರ ಸಪ್ತಾಹ ಕಾರ್ಯಕ್ರಮವನ್ನು ಉದ್ಘಾಟಿಸಿ ಅವರು ಮಾತನಾಡಿದರು. xyxy=(292,323,409,367)
page-number-badge xyxy=(38,47,108,73)
env-body2: ಪಟಾಕಿ ಮಳಿಗೆಗಳಿಗೆ ಭೇಟಿ ನೀಡಿ ಪರಿಶೀಲನೆ ನಡೆಸಿದ ಅವರು, ಹಸಿರು ಪಟಾಕಿಗಳ ಮೇಲೆ ಕ್ಯೂಆರ್ ಕೋಡ್ ಇರುವುದನ್ನು ಖಚಿತಪಡಿಸಿಕೊಳ್ಳಬೇಕು ಎಂದು ಸೂಚಿಸಿದರು. xyxy=(414,1248,532,1283)
page-number: 10 xyxy=(64,46,98,74)
press-body-col3: ಕೊರೊನಾ ಸಂದರ್ಭದಲ್ಲಿ ಜೀವದ ಹಂಗು ತೊರೆದು ಕೆಲಸ ಮಾಡಿದ ಪತ್ರಕರ್ತರನ್ನು ಸನ್ಮಾನಿಸಲಾಯಿತು. ಸಂಘದ ಹಿರಿಯ ಸದಸ್ಯರು, ಮಾಜಿ ಅಧ್ಯಕ್ಷರು, ಕಾರ್ಯದರ್ಶಿಗಳು ಹಾಗೂ ಸದಸ್ಯರು ಸಮಾರಂಭದಲ್ಲಿ ಹಾಜರಿದ್ದರು. ಕಾರ್ಯಕ್ರಮದ ಕೊನೆಯಲ್ಲಿ ವಂದನಾರ್ಪಣೆ ಮಾಡಲಾಯಿತು. xyxy=(536,876,654,929)
env-headline: ಪರಿಸರ ಮಾಲಿನ್ಯ ತಡೆಗೆ ಕಟ್ಟುನಿಟ್ಟಿನ ಕ್ರಮ xyxy=(394,1108,676,1133)
quote-text: ಮಹಾತ್ಮ ಗಾಂಧೀಜಿ ಅವರು ಸಹಕಾರ ಕ್ಷೇತ್ರದ ಮೂಲಕ ಗ್ರಾಮೀಣಾಭಿವೃದ್ಧಿಯ ಕನಸು ಕಂಡಿದ್ದರು. ಪಂಡಿತ್ ಜವಾಹರಲಾಲ್ ನೆಹರು ಅವರ ಜನ್ಮ ದಿನದಂದು ಸಹಕಾರ ಸಪ್ತಾಹ ಆಚರಿಸಲಾಗುತ್ತಿದೆ. xyxy=(810,192,902,251)
price-headline-frame xyxy=(783,816,908,868)
quote-attribution: - ಜಿ.ವಿ.ರಾಮೇಗೌಡ, ಮಾಜಿ ಅಧ್ಯಕ್ಷ xyxy=(825,462,907,470)
col-separator-right xyxy=(779,1101,780,1400)
env-label: ವೈಜ್ಞಾನಿಕ ಅಧಿಕಾರಿ ಎನ್.ಕವಿತಾ xyxy=(300,1145,382,1154)
photo-person xyxy=(426,732,456,840)
press-body-col1: ಮೈಸೂರು, ನ.14(ಎಂಟಿವೈ)- ಮೈಸೂರು ಜಿಲ್ಲಾ ಪತ್ರಕರ್ತರ ಸಂಘದ ನೂತನ ಪದಾಧಿಕಾರಿಗಳ ಪದಗ್ರಹಣ ಸಮಾರಂಭ ಶನಿವಾರ ನಗರದ ಪತ್ರಕರ್ತರ ಭವನದಲ್ಲಿ ನಡೆಯಿತು. ಕಾರ್ಯಕ್ರಮ ಉದ್ಘಾಟಿಸಿ ಮಾತನಾಡಿದ ಗಣ್ಯರು, ಪತ್ರಕರ್ತರು ಸಮಾಜದ ಆಗುಹೋಗುಗಳನ್ನು ನಿಷ್ಪಕ್ಷಪಾತವಾಗಿ ವರದಿ ಮಾಡಬೇಕು. ಪತ್ರಿಕಾ ಧರ್ಮ ಪಾಲಿಸಬೇಕು ಎಂದರು. xyxy=(292,876,410,938)
env-body: ಮೈಸೂರು, ನ.14(ಎಂಟಿವೈ)- ಪರಿಸರ ಮಾಲಿನ್ಯ ತಡೆಗಟ್ಟುವ ನಿಟ್ಟಿನಲ್ಲಿ ಹಸಿರು ಪಟಾಕಿ ಹೊರತುಪಡಿಸಿ ಉಳಿದ ಪಟಾಕಿಗಳನ್ನು ಮಾರಾಟ ಮಾಡುವ ಮಳಿಗೆಗಳ ವಿರುದ್ಧ ಕಟ್ಟುನಿಟ್ಟಿನ ಕ್ರಮ ಕೈಗೊಳ್ಳಲಾಗುವುದು ಎಂದು ವೈಜ್ಞಾನಿಕ ಅಧಿಕಾರಿ ಎನ್.ಕವಿತಾ ತಿಳಿಸಿದರು. xyxy=(292,1248,410,1292)
price-body-wrap xyxy=(783,896,845,960)
photo-lamp-stand xyxy=(583,323,613,491)
photo-person xyxy=(546,717,576,840)
agm-box xyxy=(783,1280,908,1400)
night-body: ಮೈಸೂರು, ನ.14(ಎಂಕೆ)- ಮೈಸೂರು ನಗರದಲ್ಲಿ ರಾತ್ರಿ 10 ಗಂಟೆಯ ನಂತರ ಪಟಾಕಿ ಸಿಡಿಸುವಂತಿಲ್ಲ. ನಿಯಮ ಉಲ್ಲಂಘಿಸಿದವರ ವಿರುದ್ಧ ಕಠಿಣ ಕ್ರಮ ಕೈಗೊಳ್ಳಲಾಗುವುದು ಎಂದು ಡಿಸಿಪಿ ಪ್ರಕಟಣೆ ಮೂಲಕ ಎಚ್ಚರಿಸಿದ್ದಾರೆ. xyxy=(787,1132,905,1176)
right-mid-body xyxy=(783,524,908,614)
loss-body-wrap: ದೀಪಾವಳಿ ಹಬ್ಬಕ್ಕೆ ಕೆಲವೇ ದಿನಗಳ ಮುನ್ನ ಸರ್ಕಾರ ಹಸಿರು ಪಟಾಕಿ ಮಾತ್ರ ಮಾರಾಟಕ್ಕೆ ಅವಕಾಶ ನೀಡಿದ್ದರಿಂದ ಈಗಾಗಲೇ ಖರೀದಿಸಿದ್ದ ಪಟಾಕಿಗಳು ಮಾರಾಟವಾಗದೆ ವ್ಯಾಪಾರಿಗಳು ನಷ್ಟ ಅನುಭವಿಸುವಂತಾಗಿದೆ. ಲಕ್ಷಾಂತರ ರೂಪಾಯಿ ಬಂಡವಾಳ ಹಾಕಿ ಪಟಾಕಿ ತಂದಿದ್ದೆವು. xyxy=(536,1162,778,1234)
section-title: ಮೈಸೂರು ನಗರ xyxy=(114,50,201,70)
page-date: ಭಾನುವಾರ 15 ನವೆಂಬರ್ 2020 xyxy=(700,52,831,65)
price-body2: ಅಡುಗೆ ಅನಿಲ, ಪೆಟ್ರೋಲ್, ಡೀಸೆಲ್ ದರ ಏರಿಕೆಯಿಂದ ಜನಸಾಮಾನ್ಯರ ಬದುಕು ದುಸ್ತರವಾಗಿದೆ. ಸರ್ಕಾರ ಕೂಡಲೇ ದರ ಇಳಿಕೆ ಮಾಡಬೇಕು ಎಂದು ಒತ್ತಾಯಿಸಿದರು. xyxy=(783,962,908,997)
agm-body: ಮೈಸೂರು, ನ.14- ಮೈಸೂರು ರೇಸ್ ಕ್ಲಬ್ (ಎಂಆರ್‌ಸಿ)ನ ವಾರ್ಷಿಕ ಮಹಾಸಭೆ ನ.23 (ಸೋಮವಾರ) ಬೆಳಿಗ್ಗೆ 11 ಗಂಟೆಗೆ ಕ್ಲಬ್ ಆವರಣದಲ್ಲಿ ನಡೆಯಲಿದೆ. xyxy=(783,1328,908,1363)
vaccine-body: ನವದೆಹಲಿ, ನ.14- ಸೀರಮ್ ಇನ್‌ಸ್ಟಿಟ್ಯೂಟ್ ಆಫ್ ಇಂಡಿಯಾ ಡಿಸೆಂಬರ್ ವೇಳೆಗೆ 100 ಮಿಲಿಯನ್ ಡೋಸ್ ಕೊರೊನಾ ಲಸಿಕೆ ಲಭ್ಯವಾಗಿಸಲಿದೆ ಎಂದು ಸಂಸ್ಥೆಯ ಸಿಇಒ ಅದಾರ್ ಪೂನಾವಾಲಾ ತಿಳಿಸಿದ್ದಾರೆ. xyxy=(292,563,409,598)
sub-head: ಗ್ರಾಹಕರ ಪರದಾಟ xyxy=(44,572,97,582)
env-headline-bar xyxy=(292,1101,778,1141)
price-portrait xyxy=(848,896,908,960)
press-caption-rule xyxy=(292,872,778,873)
sub-head-box xyxy=(38,570,156,586)
loss-below: ಸಾಮಾನ್ಯ ಪಟಾಕಿಗಳ ಮಾರಾಟ ನಿಷೇಧಿಸಿರುವುದರಿಂದ ಗ್ರಾಹಕರು ಹಸಿರು ಪಟಾಕಿಗಳನ್ನು ಮಾತ್ರ ಖರೀದಿಸುವಂತಾಗಿದೆ. ಮಾರುಕಟ್ಟೆಯಲ್ಲಿ ಹಸಿರು ಪಟಾಕಿಗಳ ಕೊರತೆ ಎದುರಾಗಿದೆ. xyxy=(536,1248,654,1283)
press-body: ಮೈಸೂರು, ನ.14(ಎಂಟಿವೈ)- ಮೈಸೂರು ಜಿಲ್ಲಾ ಪತ್ರಕರ್ತರ ಸಂಘದ ನೂತನ ಪದಾಧಿಕಾರಿಗಳ ಪದಗ್ರಹಣ ಸಮಾರಂಭ ಶನಿವಾರ ನಗರದ ಪತ್ರಕರ್ತರ ಭವನದಲ್ಲಿ ನಡೆಯಿತು. xyxy=(292,876,410,911)
story2-body-right: ಮೈಸೂರಿನ ಜೆ.ಕೆ.ಮೈದಾನ, ಕುವೆಂಪುನಗರ, ವಿಜಯನಗರ ಸೇರಿದಂತೆ ವಿವಿಧೆಡೆ ತಾತ್ಕಾಲಿಕ ಪಟಾಕಿ ಮಳಿಗೆಗಳನ್ನು ತೆರೆಯಲಾಗಿದೆ. ಇಲ್ಲಿ ನಿಯಮಬಾಹಿರವಾಗಿ ಸಾಮಾನ್ಯ ಪಟಾಕಿ ಮಾರಾಟ ಮಾಡುತ್ತಿದ್ದ 8 ಮಳಿಗೆಗಳನ್ನು ಬಂದ್ ಮಾಡಲಾಗಿದ್ದು, ಪರವಾನಗಿ ರದ್ದುಪಡಿಸಲು ಶಿಫಾರಸು ಮಾಡಲಾಗಿದೆ. ಪರಿಸರ ಮಾಲಿನ್ಯ ನಿಯಂತ್ರಣ ಮಂಡಳಿ ಅಧಿಕಾರಿಗಳು, ಪೊಲೀಸರು ಹಾಗೂ ಪಾಲಿಕೆ ಸಿಬ್ಬಂದಿ ಜಂಟಿ ಕಾರ್ಯಾಚರಣೆ ನಡೆಸಿದರು. xyxy=(160,570,283,650)
price-headline: 'ಬೆಲೆ ಏರಿಕೆ-ದೀಪಾವಳಿಗೆ ಬಿಜೆಪಿ ಸರ್ಕಾರಗಳ ಕೊಡುಗೆ' xyxy=(800,820,892,842)
lead-headline: ಕೊರೊನಾ ನಂತರದ ಆರ್ಥಿಕ ಚೇತರಿಕೆಗೆ ಸಾಕಷ್ಟು ಕಾಲ ಬೇಕು xyxy=(344,107,856,137)
quote-box xyxy=(802,173,908,491)
lead-subhead-bar xyxy=(292,147,908,169)
left-divider-4 xyxy=(38,1051,283,1052)
col-separator-left xyxy=(287,81,288,1401)
left-divider-1 xyxy=(38,508,283,509)
story2-body-bottom: ಪಟಾಕಿ ಮಳಿಗೆಗಳಲ್ಲಿ ಸುರಕ್ಷತಾ ಕ್ರಮಗಳನ್ನು ಕಡ್ಡಾಯವಾಗಿ ಪಾಲಿಸಬೇಕು. ಅಗ್ನಿಶಾಮಕ ಉಪಕರಣಗಳನ್ನು ಇಟ್ಟುಕೊಳ್ಳಬೇಕು. ಮಳಿಗೆಗಳ ನಡುವೆ ಅಂತರ ಕಾಯ್ದುಕೊಳ್ಳಬೇಕು ಎಂದು ಅಧಿಕಾರಿಗಳು ಸೂಚನೆ ನೀಡಿದರು. ಹಸಿರು ಪಟಾಕಿ ಪೆಟ್ಟಿಗೆಯ ಮೇಲೆ ಸಿಎಸ್‌ಐಆರ್-ನೀರಿ ಲಾಂಛನ ಹಾಗೂ ಕ್ಯೂಆರ್ ಕೋಡ್ ಇರುತ್ತದೆ. ಗ್ರಾಹಕರು ಇದನ್ನು ಪರಿಶೀಲಿಸಿ ಖರೀದಿಸಬೇಕು. ನಿಯಮ ಉಲ್ಲಂಘಿಸಿದ ವ್ಯಾಪಾರಿಗಳ ವಿರುದ್ಧ ಪ್ರಕರಣ ದಾಖಲಿಸಲಾಗುವುದು. ಸಾರ್ವಜನಿಕರು ನಿಗದಿತ ಸಮಯದಲ್ಲಿ ಮಾತ್ರ ಪಟಾಕಿ ಸಿಡಿಸಬೇಕು ಎಂದು ಮನವಿ ಮಾಡಿದ್ದಾರೆ. xyxy=(38,732,283,776)
price-subhead-bar xyxy=(783,871,908,893)
photo-person xyxy=(322,1175,362,1245)
story2-body-left: ಕೊರೊನಾ ಹಿನ್ನೆಲೆಯಲ್ಲಿ ಹಸಿರು ಪಟಾಕಿ ಮಾತ್ರ ಮಾರಾಟಕ್ಕೆ ಅವಕಾಶ ನೀಡಿರುವುದರಿಂದ ಗ್ರಾಹಕರು ಪರದಾಡುವಂತಾಯಿತು. ಹಲವು ಮಳಿಗೆಗಳಲ್ಲಿ ಹಸಿರು ಪಟಾಕಿ ಲಭ್ಯವಿರಲಿಲ್ಲ. ಇದರಿಂದ ಮಕ್ಕಳು ನಿರಾಸೆಗೊಂಡರು. ಕೆಲವು ಕಡೆ ದುಬಾರಿ ಬೆಲೆಗೆ ಮಾರಾಟ ಮಾಡಲಾಗುತ್ತಿತ್ತು ಎಂದು ಗ್ರಾಹಕರು ದೂರಿದರು. ಅಧಿಕಾರಿಗಳು ಮಳಿಗೆಗಳಿಗೆ ತೆರಳಿ ಪರಿಶೀಲನೆ ನಡೆಸಿದರು. xyxy=(38,590,156,661)
photo-person xyxy=(466,722,496,840)
